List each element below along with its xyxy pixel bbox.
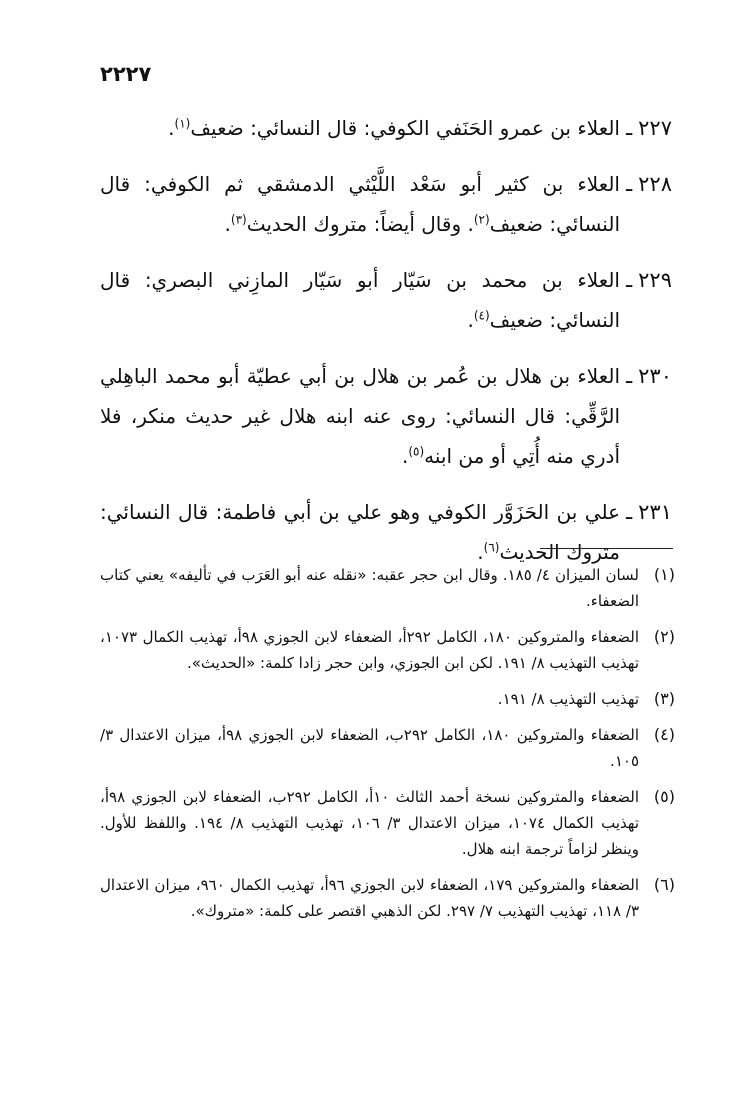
entry-end: . (401, 444, 409, 468)
entry-end: . (467, 308, 474, 332)
footnote-number: (٢) (653, 627, 675, 646)
footnote-2 (100, 624, 675, 676)
page-number: ٢٢٢٧ (100, 62, 152, 86)
footnote-ref[interactable]: (٣) (230, 212, 247, 227)
entry-text (100, 164, 620, 244)
entry-227 (100, 108, 672, 148)
entry-230 (100, 356, 672, 476)
entry-body: العلاء بن عمرو الحَنَفي الكوفي: قال النسائي: ضعيف (190, 116, 620, 140)
entry-number: ٢٣٠ (638, 364, 672, 388)
entry-number: ٢٣١ (638, 500, 672, 524)
footnote-4 (100, 722, 675, 774)
footnote-ref[interactable]: (١) (174, 116, 191, 131)
footnote-text: تهذيب التهذيب ٨/ ١٩١. (497, 690, 639, 708)
entry-body: العلاء بن محمد بن سَيّار أبو سَيّار المازِني البصري: قال النسائي: ضعيف (100, 268, 620, 332)
footnote-3 (100, 686, 675, 712)
footnote-6 (100, 872, 675, 924)
entry-body: العلاء بن هلال بن عُمر بن هلال بن أبي عطيّة أبو محمد الباهِلي الرَّقِّي: قال النسائي: روى عنه ابنه هلال غير حديث منكر، فلا أدري منه أُتِي أو من ابنه (100, 364, 620, 468)
entry-number: ٢٢٧ (638, 116, 672, 140)
entry-number: ٢٢٨ (638, 172, 672, 196)
footnote-number: (٤) (653, 725, 675, 744)
entry-end: . (168, 116, 175, 140)
entry-body: علي بن الحَزَوَّر الكوفي وهو علي بن أبي فاطمة: قال النسائي: متروك الحديث (100, 500, 620, 564)
footnote-text: الضعفاء والمتروكين ١٨٠، الكامل ٢٩٢ب، الضعفاء لابن الجوزي ٩٨أ، ميزان الاعتدال ٣/ ١٠٥. (100, 726, 639, 770)
footnotes (100, 562, 675, 934)
footnote-ref[interactable]: (٥) (408, 444, 425, 459)
footnote-ref[interactable]: (٢) (473, 212, 490, 227)
entry-dash: ـ (626, 364, 633, 388)
entry-229 (100, 260, 672, 340)
footnote-ref[interactable]: (٦) (483, 540, 500, 555)
footnote-1 (100, 562, 675, 614)
entry-dash: ـ (626, 500, 633, 524)
footnote-text: الضعفاء والمتروكين نسخة أحمد الثالث ١٠أ، الكامل ٢٩٢ب، الضعفاء لابن الجوزي ٩٨أ، تهذيب الكمال ١٠٧٤، ميزان الاعتدال ٣/ ١٠٦، تهذيب التهذيب ٨/ ١٩٤. واللفظ للأول. وينظر لزاماً ترجمة ابنه هلال. (100, 788, 640, 858)
footnote-text: الضعفاء والمتروكين ١٨٠، الكامل ٢٩٢أ، الضعفاء لابن الجوزي ٩٨أ، تهذيب الكمال ١٠٧٣، تهذيب التهذيب ٨/ ١٩١. لكن ابن الجوزي، وابن حجر زادا كلمة: «الحديث». (100, 628, 639, 672)
entry-dash: ـ (626, 268, 633, 292)
entry-dash: ـ (626, 172, 633, 196)
footnote-number: (٣) (653, 689, 675, 708)
footnote-text: الضعفاء والمتروكين ١٧٩، الضعفاء لابن الجوزي ٩٦أ، تهذيب الكمال ٩٦٠، ميزان الاعتدال ٣/ ١١٨، تهذيب التهذيب ٧/ ٢٩٧. لكن الذهبي اقتصر على كلمة: «متروك». (100, 876, 639, 920)
entry-end: . (224, 212, 231, 236)
entry-text (100, 108, 620, 148)
entry-body-continued: . وقال أيضاً: متروك الحديث (246, 212, 474, 236)
entry-text (100, 356, 620, 476)
footnote-5 (100, 784, 675, 862)
entry-228 (100, 164, 672, 244)
entry-body: العلاء بن كثير أبو سَعْد اللَّيْثي الدمشقي ثم الكوفي: قال النسائي: ضعيف (100, 172, 620, 236)
footnote-ref[interactable]: (٤) (473, 308, 490, 323)
entry-231 (100, 492, 672, 572)
main-text (100, 108, 672, 588)
footnote-number: (٥) (653, 787, 675, 806)
entry-text (100, 492, 620, 572)
footnote-number: (١) (653, 565, 675, 584)
entry-number: ٢٢٩ (638, 268, 672, 292)
entry-text (100, 260, 620, 340)
footnote-text: لسان الميزان ٤/ ١٨٥. وقال ابن حجر عقبه: «نقله عنه أبو العَرَب في تأليفه» يعني كتاب الضعفاء. (100, 566, 639, 610)
entry-dash: ـ (626, 116, 633, 140)
entry-end: . (477, 540, 484, 564)
footnote-number: (٦) (653, 875, 675, 894)
footnote-divider (540, 548, 673, 549)
